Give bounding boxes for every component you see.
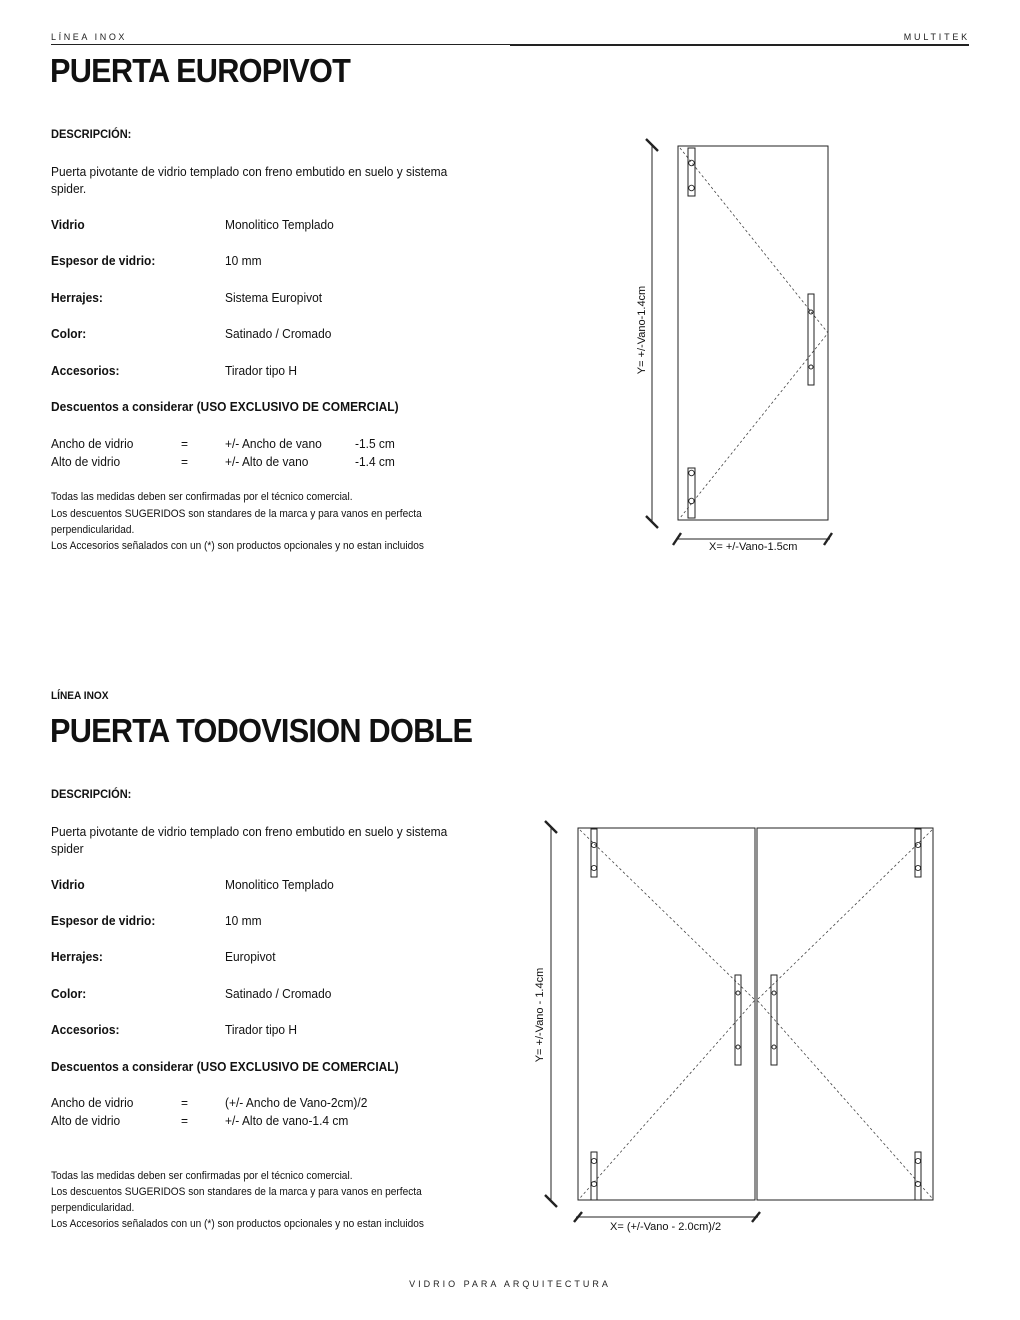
section-title: PUERTA TODOVISION DOBLE — [50, 712, 473, 749]
spec-value: Tirador tipo H — [225, 1022, 298, 1037]
note-text: Todas las medidas deben ser confirmadas por el técnico comercial. — [51, 1170, 353, 1182]
dimension-y-label: Y= +/-Vano - 1.4cm — [534, 967, 546, 1063]
spec-value: Monolitico Templado — [225, 877, 334, 892]
right-door-glass-panel — [757, 828, 933, 1200]
left-door-glass-panel — [578, 828, 755, 1200]
discount-label: Alto de vidrio — [51, 1113, 121, 1128]
spec-value: Satinado / Cromado — [225, 986, 332, 1001]
door-glass-panel — [678, 146, 828, 520]
left-opening-lines — [580, 830, 755, 1198]
opening-direction-lines — [680, 148, 828, 518]
description-text: Puerta pivotante de vidrio templado con freno embutido en suelo y sistema spider. — [51, 164, 448, 196]
spec-label: Herrajes: — [51, 949, 103, 964]
discount-label: Ancho de vidrio — [51, 436, 134, 451]
discount-value: -1.5 cm — [355, 436, 395, 451]
page-footer: VIDRIO PARA ARQUITECTURA — [409, 1279, 611, 1289]
discount-label: Alto de vidrio — [51, 454, 121, 469]
spec-label: Color: — [51, 986, 87, 1001]
discounts-title: Descuentos a considerar (USO EXCLUSIVO DE COMERCIAL) — [51, 1059, 399, 1074]
note-text: Los descuentos SUGERIDOS son standares de la marca y para vanos en perfecta perpendicularidad. — [51, 1186, 422, 1214]
spec-label: Color: — [51, 326, 87, 341]
right-opening-lines — [757, 830, 932, 1198]
h-handle — [808, 294, 814, 385]
section-title: PUERTA EUROPIVOT — [50, 52, 351, 89]
dimension-x-label: X= (+/-Vano - 2.0cm)/2 — [610, 1221, 722, 1233]
discount-formula: +/- Alto de vano-1.4 cm — [225, 1113, 349, 1128]
spec-label: Espesor de vidrio: — [51, 253, 156, 268]
note-text: Los descuentos SUGERIDOS son standares de la marca y para vanos en perfecta perpendicularidad. — [51, 508, 422, 536]
discount-formula: +/- Ancho de vano — [225, 436, 322, 451]
section-overline: LÍNEA INOX — [51, 690, 109, 702]
spec-label: Vidrio — [51, 217, 85, 232]
header-rule-thick — [510, 44, 969, 46]
spec-label: Accesorios: — [51, 363, 120, 378]
spec-value: Tirador tipo H — [225, 363, 298, 378]
discounts-title: Descuentos a considerar (USO EXCLUSIVO DE COMERCIAL) — [51, 399, 399, 414]
todovision-double-door-drawing — [530, 815, 950, 1235]
discount-equals: = — [181, 454, 188, 469]
spec-label: Herrajes: — [51, 290, 103, 305]
discount-equals: = — [181, 436, 188, 451]
spec-value: Sistema Europivot — [225, 290, 323, 305]
spec-value: Europivot — [225, 949, 276, 964]
discount-equals: = — [181, 1095, 188, 1110]
spec-label: Vidrio — [51, 877, 85, 892]
spec-value: Satinado / Cromado — [225, 326, 332, 341]
discount-equals: = — [181, 1113, 188, 1128]
discount-formula: (+/- Ancho de Vano-2cm)/2 — [225, 1095, 368, 1110]
discount-value: -1.4 cm — [355, 454, 395, 469]
dimension-x-label: X= +/-Vano-1.5cm — [709, 541, 798, 553]
discount-formula: +/- Alto de vano — [225, 454, 309, 469]
description-text: Puerta pivotante de vidrio templado con freno embutido en suelo y sistema spider — [51, 824, 448, 856]
dimension-y-wrapper — [614, 270, 674, 390]
description-label: DESCRIPCIÓN: — [51, 127, 132, 141]
note-text: Los Accesorios señalados con un (*) son productos opcionales y no estan incluidos — [51, 1218, 424, 1230]
right-h-handle — [771, 975, 777, 1065]
note-text: Todas las medidas deben ser confirmadas por el técnico comercial. — [51, 491, 353, 503]
spec-value: 10 mm — [225, 913, 262, 928]
dimension-y-label: Y= +/-Vano-1.4cm — [636, 285, 648, 375]
dimension-y-wrapper — [510, 955, 570, 1075]
spec-value: Monolitico Templado — [225, 217, 334, 232]
note-text: Los Accesorios señalados con un (*) son productos opcionales y no estan incluidos — [51, 540, 424, 552]
header-left-label: LÍNEA INOX — [51, 32, 128, 42]
spec-label: Accesorios: — [51, 1022, 120, 1037]
discount-label: Ancho de vidrio — [51, 1095, 134, 1110]
spec-label: Espesor de vidrio: — [51, 913, 156, 928]
description-label: DESCRIPCIÓN: — [51, 787, 132, 801]
spec-value: 10 mm — [225, 253, 262, 268]
header-brand: MULTITEK — [903, 32, 970, 42]
left-h-handle — [735, 975, 741, 1065]
